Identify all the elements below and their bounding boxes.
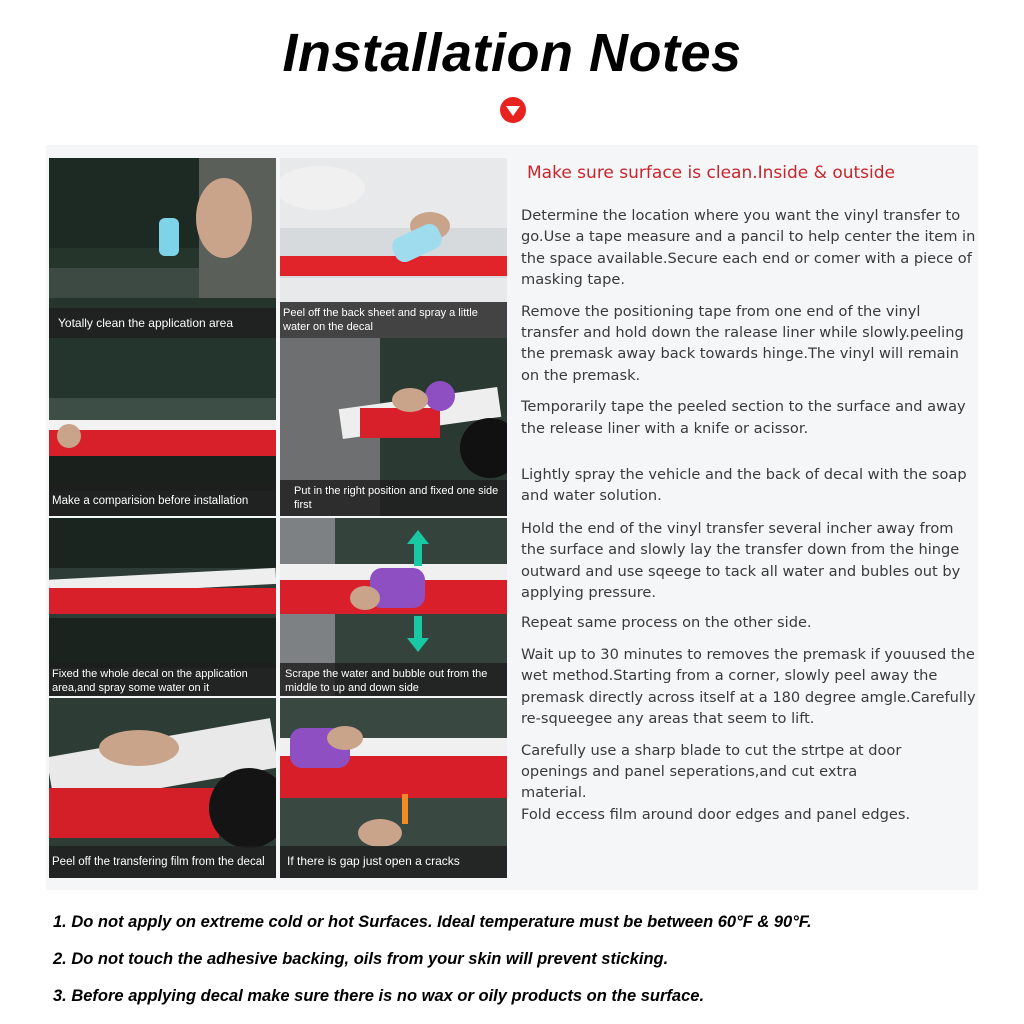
step-caption-4: Put in the right position and fixed one side first (280, 480, 507, 516)
step-caption-3: Make a comparision before installation (49, 486, 276, 516)
step-photo-5 (49, 518, 276, 696)
instructions-column (521, 160, 976, 825)
step-photo-3 (49, 338, 276, 516)
step-photo-2 (280, 158, 507, 338)
page-title: Installation Notes (282, 23, 742, 83)
step-caption-8: If there is gap just open a cracks (280, 846, 507, 878)
instruction-paragraph: Repeat same process on the other side. (521, 613, 812, 631)
note-item: 1. Do not apply on extreme cold or hot Surfaces. Ideal temperature must be between 60°F & 90°F. (53, 913, 812, 931)
step-caption-2: Peel off the back sheet and spray a little water on the decal (280, 302, 507, 338)
instruction-paragraph: Lightly spray the vehicle and the back of decal with the soap and water solution. (521, 466, 967, 505)
step-caption-7: Peel off the transfering film from the decal (49, 846, 276, 878)
instruction-paragraph: Hold the end of the vinyl transfer several incher away from the surface and slowly lay the transfer down from the hinge outward and use sqeege to tack all water and bubles out by applying pressure. (521, 519, 961, 602)
instruction-paragraph: Temporarily tape the peeled section to the surface and away the release liner with a knife or acissor. (521, 398, 966, 437)
step-photo-8 (280, 698, 507, 878)
instructions-heading: Make sure surface is clean.Inside & outside (527, 163, 895, 183)
instruction-paragraph: Wait up to 30 minutes to removes the premask if youused the wet method.Starting from a corner, slowly peel away the premask directly across itself at a 180 degree amgle.Carefully re-squeegee any areas that seem to lift. (521, 645, 976, 728)
arrow-down-icon (407, 616, 429, 652)
instruction-paragraph: Determine the location where you want the vinyl transfer to go.Use a tape measure and a pancil to help center the item in the space available.Secure each end or comer with a piece of masking tape. (521, 207, 976, 289)
step-photo-7 (49, 698, 276, 878)
step-caption-6: Scrape the water and bubble out from the middle to up and down side (280, 663, 507, 696)
notes-list (53, 908, 1013, 1019)
note-item: 2. Do not touch the adhesive backing, oils from your skin will prevent sticking. (53, 950, 669, 968)
step-photo-6 (280, 518, 507, 696)
instruction-paragraph: Fold eccess film around door edges and panel edges. (521, 805, 911, 823)
step-photo-grid (49, 158, 509, 878)
step-caption-1: Yotally clean the application area (49, 308, 276, 338)
note-item: 3. Before applying decal make sure there is no wax or oily products on the surface. (53, 987, 705, 1005)
instruction-paragraph: Carefully use a sharp blade to cut the strtpe at door openings and panel seperations,and cut extra material. (521, 741, 902, 802)
step-caption-5: Fixed the whole decal on the application area,and spray some water on it (49, 663, 276, 696)
arrow-up-icon (407, 530, 429, 566)
chevron-down-circle-icon (499, 96, 527, 124)
step-photo-1 (49, 158, 276, 338)
step-photo-4 (280, 338, 507, 516)
instruction-paragraph: Remove the positioning tape from one end of the vinyl transfer and hold down the ralease liner while slowly.peeling the premask away back towards hinge.The vinyl will remain on the premask. (521, 302, 964, 384)
